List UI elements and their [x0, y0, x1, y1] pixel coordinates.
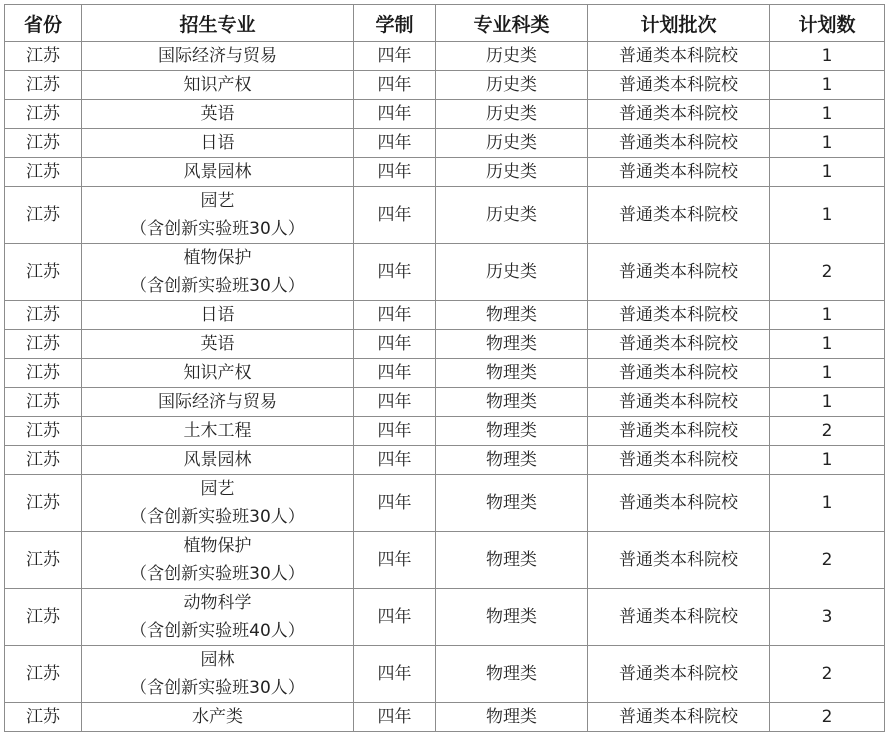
enrollment-plan-table-container	[4, 4, 884, 732]
cell-major	[82, 646, 354, 703]
cell-count: 3	[770, 589, 885, 646]
cell-duration: 四年	[354, 158, 436, 187]
cell-province: 江苏	[5, 301, 82, 330]
header-duration: 学制	[354, 5, 436, 42]
cell-category: 物理类	[436, 532, 588, 589]
cell-category: 物理类	[436, 446, 588, 475]
cell-count: 1	[770, 301, 885, 330]
cell-count: 2	[770, 532, 885, 589]
cell-province: 江苏	[5, 532, 82, 589]
header-province: 省份	[5, 5, 82, 42]
cell-count: 1	[770, 71, 885, 100]
table-row	[5, 446, 885, 475]
cell-province: 江苏	[5, 475, 82, 532]
cell-category: 物理类	[436, 388, 588, 417]
enrollment-plan-table	[4, 4, 885, 732]
major-name: 知识产权	[183, 75, 252, 95]
table-row	[5, 589, 885, 646]
table-row	[5, 129, 885, 158]
cell-major	[82, 100, 354, 129]
major-name: 风景园林	[183, 162, 252, 182]
major-name: 园艺	[200, 191, 235, 211]
major-note: （含创新实验班30人）	[130, 507, 305, 527]
major-name: 植物保护	[183, 248, 252, 268]
cell-batch: 普通类本科院校	[588, 42, 770, 71]
cell-province: 江苏	[5, 71, 82, 100]
cell-category: 物理类	[436, 703, 588, 732]
cell-major	[82, 42, 354, 71]
cell-major	[82, 446, 354, 475]
cell-duration: 四年	[354, 301, 436, 330]
major-name: 水产类	[192, 707, 243, 727]
cell-major	[82, 417, 354, 446]
major-name: 园林	[200, 650, 235, 670]
cell-count: 2	[770, 417, 885, 446]
cell-count: 1	[770, 330, 885, 359]
cell-province: 江苏	[5, 129, 82, 158]
cell-duration: 四年	[354, 42, 436, 71]
cell-category: 物理类	[436, 646, 588, 703]
cell-count: 1	[770, 158, 885, 187]
cell-batch: 普通类本科院校	[588, 330, 770, 359]
cell-count: 1	[770, 100, 885, 129]
cell-province: 江苏	[5, 359, 82, 388]
cell-count: 2	[770, 244, 885, 301]
table-row	[5, 187, 885, 244]
cell-major	[82, 187, 354, 244]
cell-category: 历史类	[436, 71, 588, 100]
table-body	[5, 42, 885, 732]
cell-major	[82, 129, 354, 158]
cell-duration: 四年	[354, 100, 436, 129]
cell-count: 1	[770, 475, 885, 532]
cell-duration: 四年	[354, 187, 436, 244]
major-name: 国际经济与贸易	[158, 46, 277, 66]
major-name: 植物保护	[183, 536, 252, 556]
cell-province: 江苏	[5, 589, 82, 646]
major-name: 英语	[200, 104, 235, 124]
cell-batch: 普通类本科院校	[588, 475, 770, 532]
cell-duration: 四年	[354, 703, 436, 732]
table-row	[5, 703, 885, 732]
header-batch: 计划批次	[588, 5, 770, 42]
cell-category: 历史类	[436, 187, 588, 244]
cell-duration: 四年	[354, 446, 436, 475]
cell-province: 江苏	[5, 646, 82, 703]
cell-duration: 四年	[354, 417, 436, 446]
cell-category: 历史类	[436, 129, 588, 158]
table-row	[5, 301, 885, 330]
cell-province: 江苏	[5, 158, 82, 187]
cell-category: 历史类	[436, 42, 588, 71]
cell-count: 2	[770, 703, 885, 732]
cell-category: 物理类	[436, 475, 588, 532]
cell-batch: 普通类本科院校	[588, 158, 770, 187]
cell-duration: 四年	[354, 244, 436, 301]
cell-count: 1	[770, 42, 885, 71]
cell-province: 江苏	[5, 244, 82, 301]
major-name: 土木工程	[183, 421, 252, 441]
cell-duration: 四年	[354, 129, 436, 158]
major-note: （含创新实验班30人）	[130, 678, 305, 698]
cell-count: 1	[770, 187, 885, 244]
table-row	[5, 646, 885, 703]
table-row	[5, 71, 885, 100]
cell-major	[82, 703, 354, 732]
table-row	[5, 359, 885, 388]
cell-batch: 普通类本科院校	[588, 71, 770, 100]
cell-count: 1	[770, 446, 885, 475]
cell-province: 江苏	[5, 703, 82, 732]
major-name: 动物科学	[183, 593, 252, 613]
cell-category: 历史类	[436, 244, 588, 301]
cell-province: 江苏	[5, 417, 82, 446]
table-row	[5, 42, 885, 71]
major-name: 知识产权	[183, 363, 252, 383]
cell-major	[82, 71, 354, 100]
cell-batch: 普通类本科院校	[588, 301, 770, 330]
cell-batch: 普通类本科院校	[588, 532, 770, 589]
cell-category: 历史类	[436, 158, 588, 187]
cell-category: 物理类	[436, 301, 588, 330]
cell-batch: 普通类本科院校	[588, 100, 770, 129]
cell-duration: 四年	[354, 359, 436, 388]
major-note: （含创新实验班30人）	[130, 219, 305, 239]
cell-duration: 四年	[354, 71, 436, 100]
cell-batch: 普通类本科院校	[588, 129, 770, 158]
cell-count: 1	[770, 359, 885, 388]
cell-province: 江苏	[5, 388, 82, 417]
major-name: 园艺	[200, 479, 235, 499]
cell-major	[82, 330, 354, 359]
major-note: （含创新实验班40人）	[130, 621, 305, 641]
cell-count: 1	[770, 129, 885, 158]
cell-category: 历史类	[436, 100, 588, 129]
cell-province: 江苏	[5, 446, 82, 475]
cell-batch: 普通类本科院校	[588, 244, 770, 301]
cell-major	[82, 475, 354, 532]
cell-category: 物理类	[436, 359, 588, 388]
cell-duration: 四年	[354, 475, 436, 532]
cell-province: 江苏	[5, 42, 82, 71]
table-row	[5, 475, 885, 532]
cell-batch: 普通类本科院校	[588, 646, 770, 703]
table-row	[5, 244, 885, 301]
cell-batch: 普通类本科院校	[588, 446, 770, 475]
cell-count: 2	[770, 646, 885, 703]
header-major: 招生专业	[82, 5, 354, 42]
cell-major	[82, 301, 354, 330]
cell-batch: 普通类本科院校	[588, 703, 770, 732]
header-category: 专业科类	[436, 5, 588, 42]
major-name: 日语	[200, 305, 235, 325]
cell-category: 物理类	[436, 589, 588, 646]
cell-category: 物理类	[436, 330, 588, 359]
major-note: （含创新实验班30人）	[130, 276, 305, 296]
cell-province: 江苏	[5, 187, 82, 244]
cell-count: 1	[770, 388, 885, 417]
cell-batch: 普通类本科院校	[588, 187, 770, 244]
major-name: 风景园林	[183, 450, 252, 470]
table-row	[5, 388, 885, 417]
major-note: （含创新实验班30人）	[130, 564, 305, 584]
cell-duration: 四年	[354, 388, 436, 417]
cell-major	[82, 158, 354, 187]
cell-province: 江苏	[5, 330, 82, 359]
cell-major	[82, 244, 354, 301]
table-header-row	[5, 5, 885, 42]
cell-duration: 四年	[354, 646, 436, 703]
major-name: 英语	[200, 334, 235, 354]
cell-major	[82, 388, 354, 417]
table-row	[5, 100, 885, 129]
cell-category: 物理类	[436, 417, 588, 446]
cell-batch: 普通类本科院校	[588, 417, 770, 446]
cell-major	[82, 532, 354, 589]
table-row	[5, 330, 885, 359]
cell-duration: 四年	[354, 330, 436, 359]
cell-duration: 四年	[354, 589, 436, 646]
major-name: 国际经济与贸易	[158, 392, 277, 412]
header-count: 计划数	[770, 5, 885, 42]
cell-duration: 四年	[354, 532, 436, 589]
major-name: 日语	[200, 133, 235, 153]
cell-major	[82, 359, 354, 388]
cell-batch: 普通类本科院校	[588, 388, 770, 417]
cell-major	[82, 589, 354, 646]
cell-province: 江苏	[5, 100, 82, 129]
table-row	[5, 532, 885, 589]
table-row	[5, 417, 885, 446]
table-row	[5, 158, 885, 187]
cell-batch: 普通类本科院校	[588, 359, 770, 388]
cell-batch: 普通类本科院校	[588, 589, 770, 646]
